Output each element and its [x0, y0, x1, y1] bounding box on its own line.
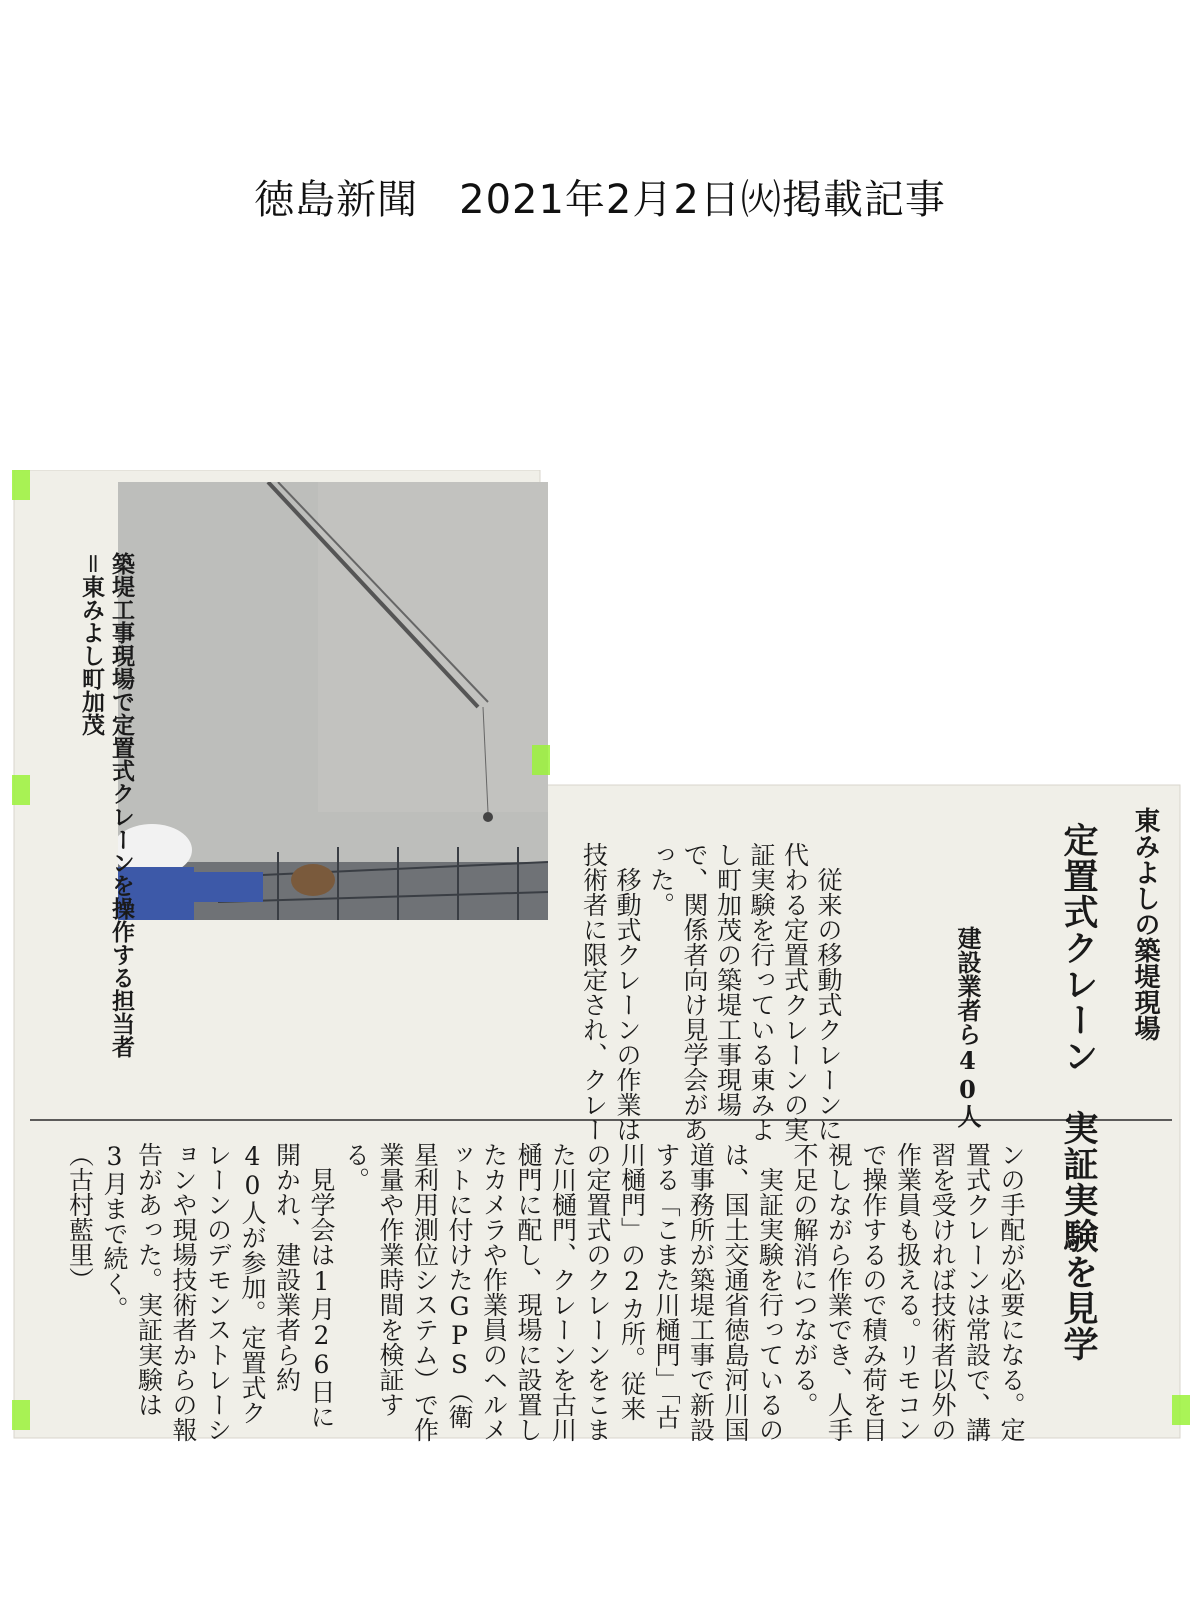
newspaper-clipping: [12, 470, 1192, 1470]
highlight-mark: [1172, 1395, 1190, 1425]
photo-caption: 築堤工事現場で定置式クレーンを操作する担当者 ＝東みよし町加茂: [78, 552, 135, 1058]
article-subhead: 建設業者ら40人: [953, 926, 982, 1128]
page-title: 徳島新聞 2021年2月2日㈫掲載記事: [254, 177, 946, 223]
highlight-mark: [12, 470, 30, 500]
article-kicker: 東みよしの築堤現場: [1130, 807, 1160, 1041]
crane-photo: [118, 482, 548, 920]
highlight-mark: [12, 1400, 30, 1430]
highlight-mark: [532, 745, 550, 775]
article-body-lower: ンの手配が必要になる。定置式クレーンは常設で、講習を受ければ技術者以外の作業員も扱える。リモコンで操作するので積み荷を目視しながら作業でき、人手不足の解消につながる。 実証実験を行っているのは、国土交通省徳島河川国道事務所が築堤工事で新設する「こまた川樋門」「古川樋門」の2カ所。従来の定置式のクレーンをこまた川樋門、クレーンを古川樋門に配し、現場に設置したカメラや作業員のヘルメットに付けたGPS（衛星利用測位システム）で作業量や作業時間を検証する。 見学会は1月26日に開かれ、建設業者ら約40人が参加。定置式クレーンのデモンストレーションや現場技術者からの報告があった。実証実験は3月まで続く。 （古村藍里）: [65, 1142, 1026, 1442]
article-body-upper: 従来の移動式クレーンに代わる定置式クレーンの実証実験を行っている東みよし町加茂の築堤工事現場で、関係者向け見学会があった。 移動式クレーンの作業は技術者に限定され、クレー: [579, 842, 843, 1142]
article-headline: 定置式クレーン 実証実験を見学: [1058, 822, 1099, 1362]
highlight-mark: [12, 775, 30, 805]
